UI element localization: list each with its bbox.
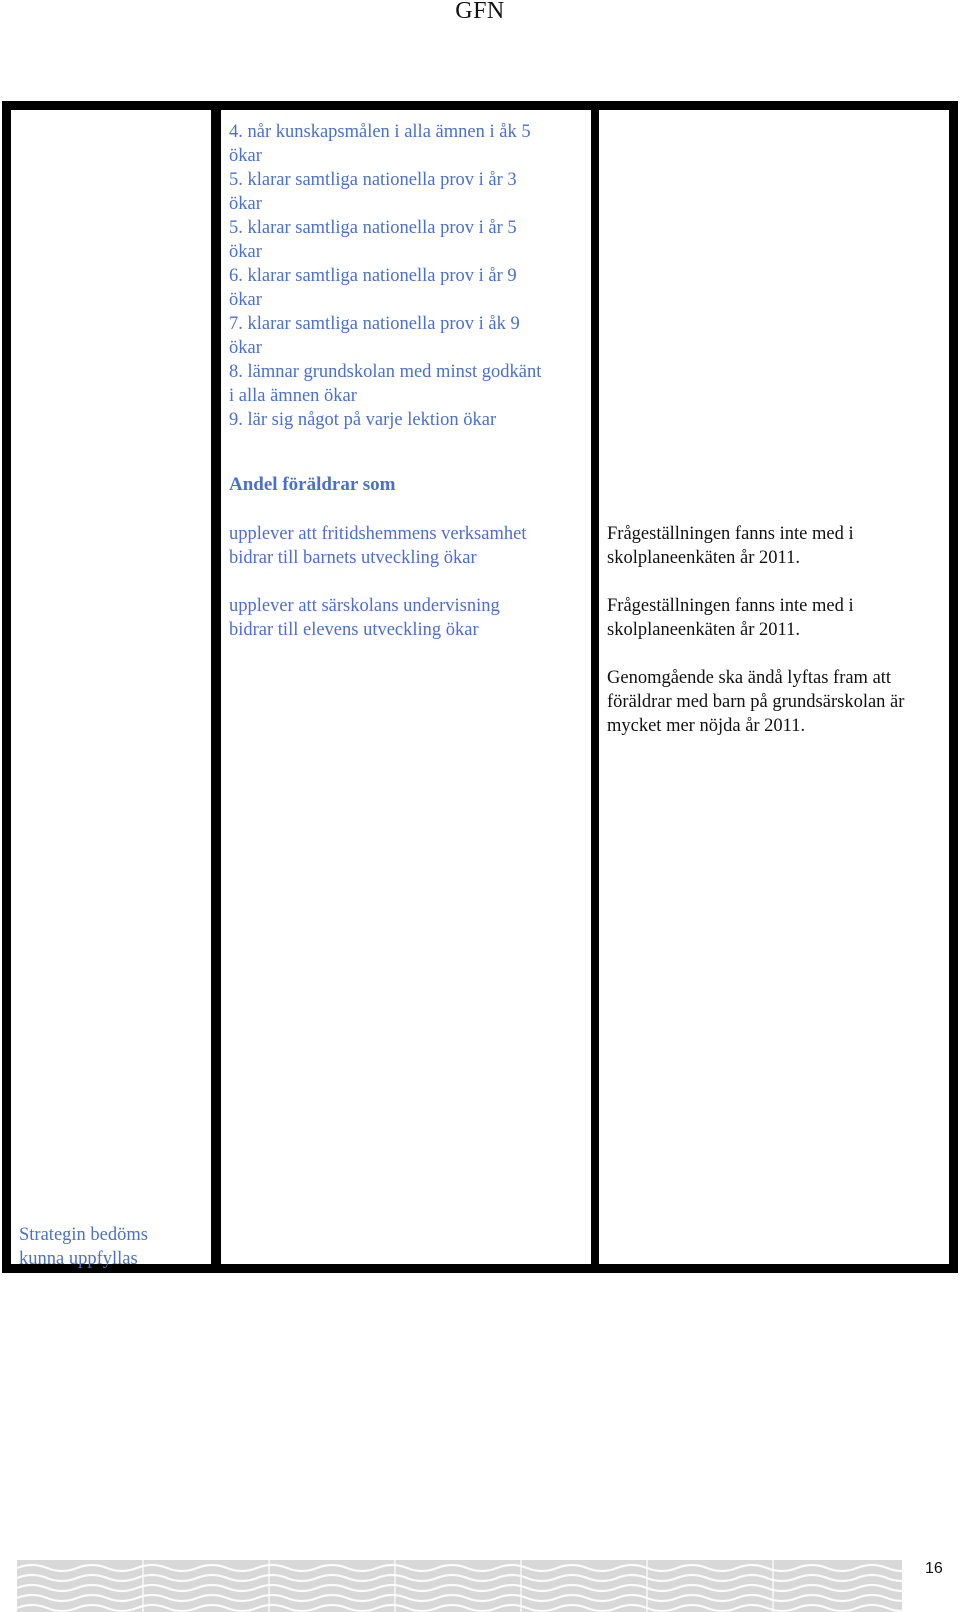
comment-block <box>607 594 947 642</box>
comment-line: mycket mer nöjda år 2011. <box>607 716 806 736</box>
comment-line: Frågeställningen fanns inte med i <box>607 596 854 616</box>
goal-line: ökar <box>229 338 262 358</box>
goal-list <box>229 120 584 432</box>
parents-heading: Andel föräldrar som <box>229 474 396 495</box>
goal-line: 5. klarar samtliga nationella prov i år 3 <box>229 170 517 190</box>
parent-item-line: upplever att fritidshemmens verksamhet <box>229 524 527 544</box>
goal-line: 7. klarar samtliga nationella prov i åk 9 <box>229 314 520 334</box>
footer-wave-band <box>17 1560 902 1612</box>
strategy-line-2: kunna uppfyllas <box>19 1249 138 1269</box>
parent-item-line: bidrar till elevens utveckling ökar <box>229 620 479 640</box>
parent-item-line: upplever att särskolans undervisning <box>229 596 500 616</box>
goal-line: 8. lämnar grundskolan med minst godkänt <box>229 362 542 382</box>
strategy-label <box>19 1223 209 1271</box>
strategy-line-1: Strategin bedöms <box>19 1225 148 1245</box>
comment-line: Genomgående ska ändå lyftas fram att <box>607 668 892 688</box>
parent-item-line: bidrar till barnets utveckling ökar <box>229 548 477 568</box>
goal-line: ökar <box>229 290 262 310</box>
comment-block <box>607 522 947 570</box>
wave-pattern-icon <box>17 1560 902 1612</box>
table-column-left <box>11 110 211 1269</box>
goal-line: ökar <box>229 242 262 262</box>
goal-line: i alla ämnen ökar <box>229 386 357 406</box>
goals-table <box>2 101 958 1273</box>
goal-line: 6. klarar samtliga nationella prov i år 9 <box>229 266 517 286</box>
goal-line: 9. lär sig något på varje lektion ökar <box>229 410 497 430</box>
comment-line: skolplaneenkäten år 2011. <box>607 620 800 640</box>
table-column-comments <box>599 110 949 1264</box>
goal-line: ökar <box>229 194 262 214</box>
page-header-title: GFN <box>455 0 505 24</box>
table-column-goals <box>221 110 591 1264</box>
goal-line: ökar <box>229 146 262 166</box>
parent-item <box>229 522 584 570</box>
comment-line: skolplaneenkäten år 2011. <box>607 548 800 568</box>
parent-item <box>229 594 584 642</box>
goal-line: 4. når kunskapsmålen i alla ämnen i åk 5 <box>229 122 531 142</box>
page-number: 16 <box>925 1560 943 1577</box>
comment-block <box>607 666 947 738</box>
goal-line: 5. klarar samtliga nationella prov i år 5 <box>229 218 517 238</box>
comment-line: Frågeställningen fanns inte med i <box>607 524 854 544</box>
comment-line: föräldrar med barn på grundsärskolan är <box>607 692 905 712</box>
